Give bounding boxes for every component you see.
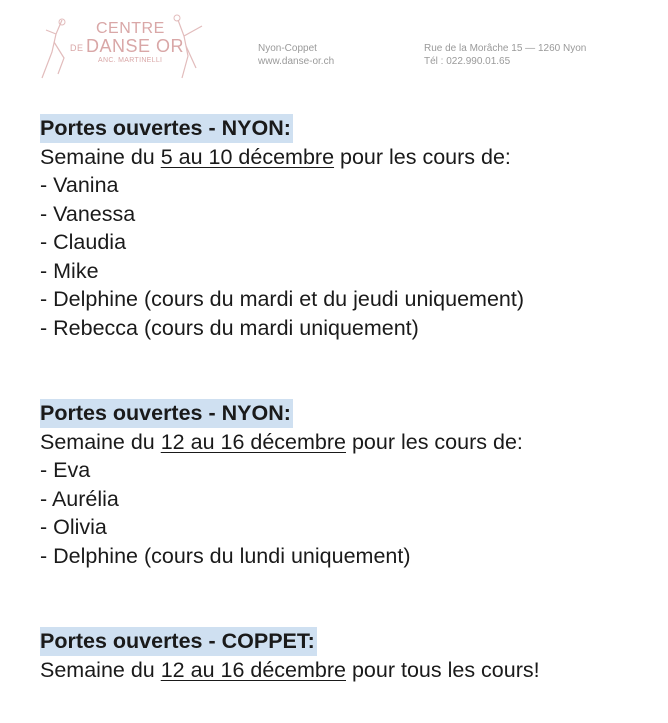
list-item: - Eva	[40, 458, 91, 482]
website-text: www.danse-or.ch	[258, 56, 335, 67]
letterhead	[0, 0, 668, 90]
section-intro	[40, 656, 560, 685]
section-heading: Portes ouvertes - COPPET:	[40, 627, 317, 656]
list-item: - Rebecca (cours du mardi uniquement)	[40, 315, 419, 340]
logo-line-2: DANSE OR	[86, 36, 185, 56]
list-item: - Claudia	[40, 230, 127, 254]
section-heading: Portes ouvertes - NYON:	[40, 399, 293, 428]
section-coppet	[40, 627, 640, 684]
intro-dates: 12 au 16 décembre	[160, 429, 346, 454]
intro-before: Semaine du	[40, 429, 161, 454]
logo-line-1: CENTRE	[96, 20, 165, 37]
section-intro	[40, 143, 640, 172]
address-text: Rue de la Morâche 15 — 1260 Nyon	[424, 43, 587, 54]
list-item: - Olivia	[40, 515, 107, 539]
logo-line-2-prefix: DE	[70, 43, 84, 53]
letterhead-locations	[258, 42, 334, 68]
list-item: - Delphine (cours du mardi et du jeudi uniquement)	[40, 287, 525, 311]
list-item: - Aurélia	[40, 486, 119, 511]
intro-after: pour tous les cours!	[346, 657, 540, 682]
list-item: - Vanessa	[40, 201, 136, 226]
section-intro	[40, 428, 640, 457]
list-item: - Mike	[40, 258, 99, 283]
intro-dates: 12 au 16 décembre	[160, 657, 346, 682]
phone-text: Tél : 022.990.01.65	[424, 56, 511, 67]
intro-after: pour les cours de:	[334, 144, 511, 169]
intro-before: Semaine du	[40, 144, 161, 169]
letterhead-address	[424, 42, 586, 68]
list-item: - Delphine (cours du lundi uniquement)	[40, 543, 411, 568]
list-item: - Vanina	[40, 173, 119, 197]
logo	[38, 12, 210, 82]
locations-text: Nyon-Coppet	[258, 43, 317, 54]
intro-dates: 5 au 10 décembre	[160, 144, 335, 169]
section-nyon-1	[40, 114, 640, 342]
intro-after: pour les cours de:	[346, 429, 523, 454]
document-body	[40, 114, 640, 684]
section-nyon-2	[40, 399, 640, 570]
intro-before: Semaine du	[40, 657, 161, 682]
logo-line-3: ANC. MARTINELLI	[98, 57, 163, 64]
section-heading: Portes ouvertes - NYON:	[40, 114, 293, 143]
